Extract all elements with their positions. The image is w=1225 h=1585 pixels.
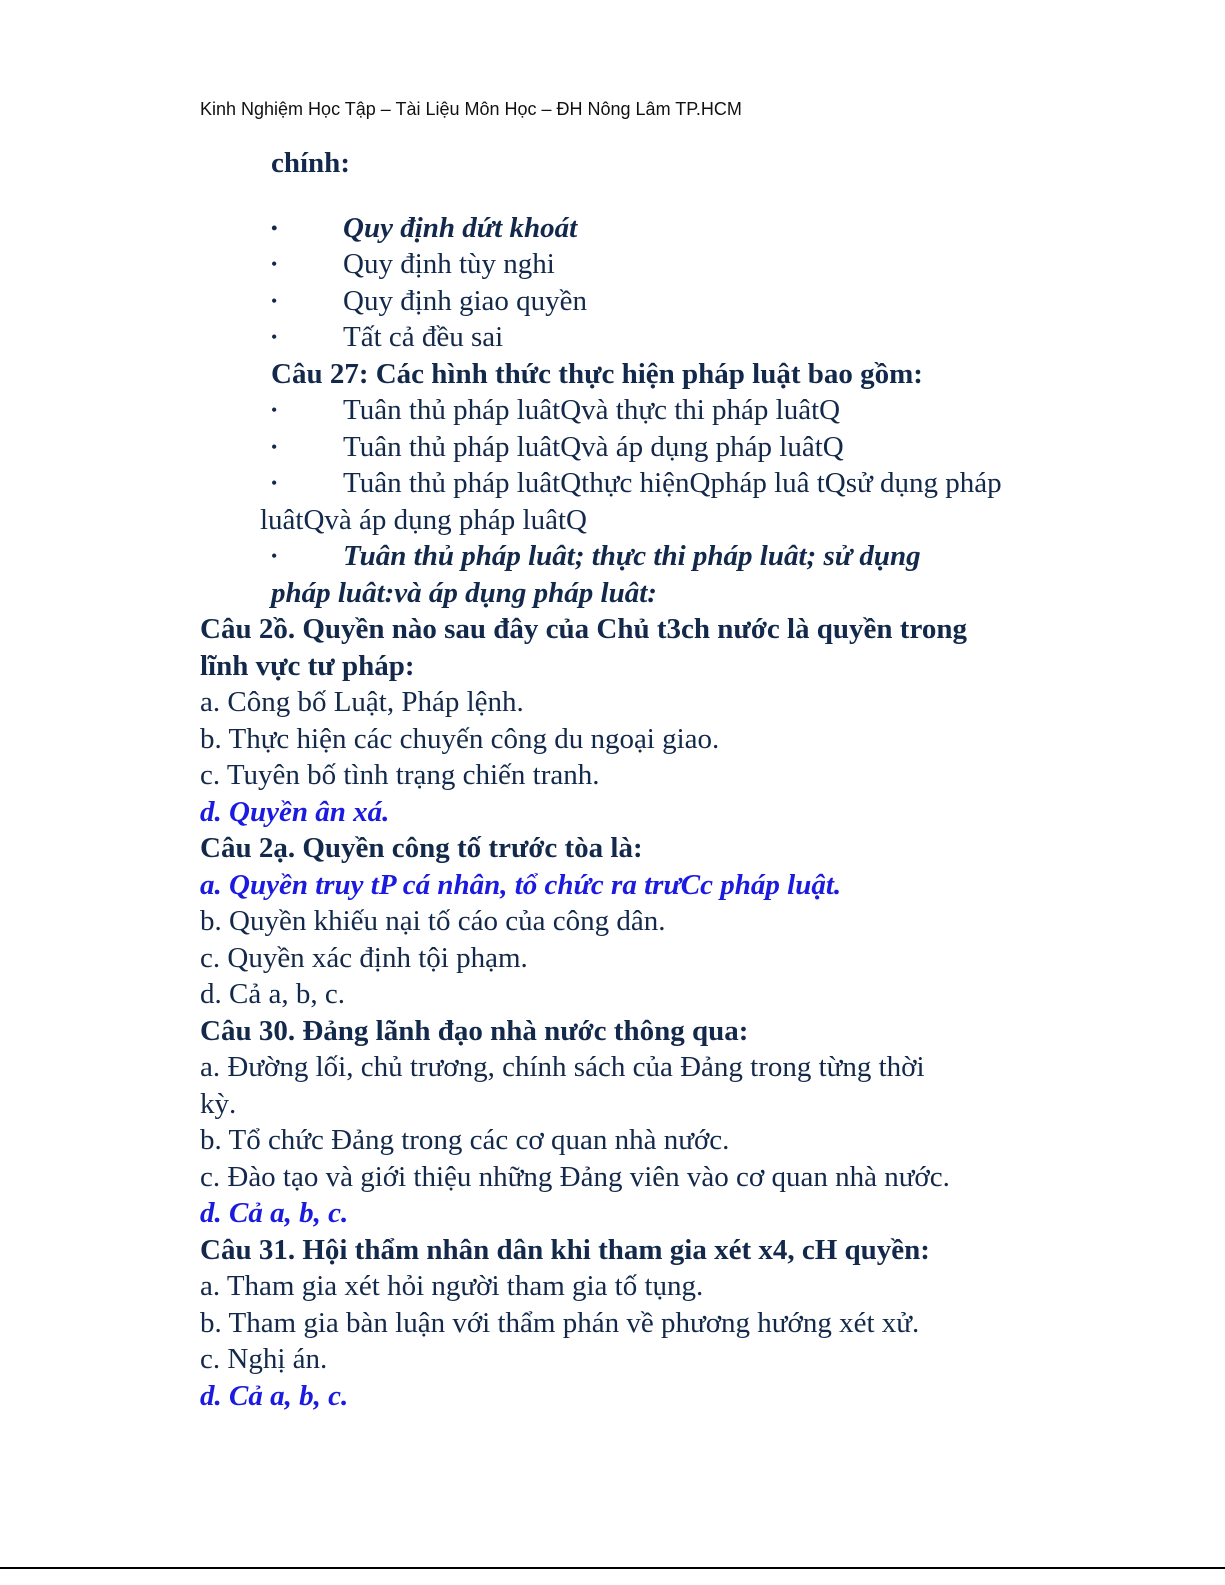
q27-option-3: • Tuân thủ pháp luâtQthực hiệnQpháp luâ tQsử dụng pháp — [200, 465, 1100, 502]
document-body — [200, 145, 1100, 1414]
q29-option-a-answer: a. Quyền truy tP cá nhân, tổ chức ra trưCc pháp luật. — [200, 868, 842, 901]
q27-option-4-cont: pháp luât:và áp dụng pháp luât: — [271, 576, 657, 609]
q28-question-line1: Câu 2ồ. Quyền nào sau đây của Chủ t3ch nước là quyền trong — [200, 613, 967, 645]
q29-question: Câu 2ạ. Quyền công tố trước tòa là: — [200, 832, 643, 864]
q28-option-c: c. Tuyên bố tình trạng chiến tranh. — [200, 759, 600, 791]
bullet-icon: • — [271, 254, 278, 274]
q28-option-b: b. Thực hiện các chuyến công du ngoại giao. — [200, 722, 720, 755]
page-bottom-rule — [0, 1567, 1225, 1569]
q29-option-d: d. Cả a, b, c. — [200, 978, 345, 1010]
q30-question: Câu 30. Đảng lãnh đạo nhà nước thông qua: — [200, 1014, 749, 1047]
bullet-icon: • — [271, 400, 278, 420]
q27-option-3-cont: luâtQvà áp dụng pháp luâtQ — [260, 503, 587, 536]
q30-option-a-cont: kỳ. — [200, 1087, 237, 1120]
q31-option-b: b. Tham gia bàn luận với thẩm phán về phương hướng xét xử. — [200, 1306, 920, 1339]
q31-option-d-answer: d. Cả a, b, c. — [200, 1379, 349, 1412]
q26-option-4: • Tất cả đều sai — [200, 319, 1100, 356]
q28-option-d-answer: d. Quyền ân xá. — [200, 795, 390, 828]
q29-option-c: c. Quyền xác định tội phạm. — [200, 941, 528, 974]
bullet-icon: • — [271, 436, 278, 457]
q28-option-a: a. Công bố Luật, Pháp lệnh. — [200, 686, 524, 718]
q26-option-1: • Quy định dứt khoát — [200, 210, 1100, 247]
q31-option-a: a. Tham gia xét hỏi người tham gia tố tụng. — [200, 1270, 704, 1302]
q30-option-a: a. Đường lối, chủ trương, chính sách của Đảng trong từng thời — [200, 1051, 925, 1083]
q29-option-b: b. Quyền khiếu nại tố cáo của công dân. — [200, 905, 666, 937]
page-header: Kinh Nghiệm Học Tập – Tài Liệu Môn Học – ĐH Nông Lâm TP.HCM — [200, 99, 742, 119]
q26-option-3: • Quy định giao quyền — [200, 283, 1100, 320]
q30-option-c: c. Đào tạo và giới thiệu những Đảng viên vào cơ quan nhà nước. — [200, 1160, 950, 1193]
q26-tail: chính: — [271, 147, 350, 179]
q27-option-2: • Tuân thủ pháp luâtQvà áp dụng pháp luâtQ — [200, 429, 1100, 466]
q30-option-b: b. Tổ chức Đảng trong các cơ quan nhà nước. — [200, 1124, 730, 1156]
q27-question: Câu 27: Các hình thức thực hiện pháp luật bao gồm: — [271, 357, 923, 390]
q31-question: Câu 31. Hội thẩm nhân dân khi tham gia xét x4, cH quyền: — [200, 1233, 930, 1266]
bullet-icon: • — [271, 290, 278, 311]
q27-option-1: • Tuân thủ pháp luâtQvà thực thi pháp luâtQ — [200, 392, 1100, 429]
q30-option-d-answer: d. Cả a, b, c. — [200, 1197, 349, 1229]
bullet-icon: • — [271, 473, 278, 493]
q28-question-line2: lĩnh vực tư pháp: — [200, 649, 415, 682]
q31-option-c: c. Nghị án. — [200, 1343, 328, 1375]
q27-option-4: • Tuân thủ pháp luât; thực thi pháp luât; sử dụng — [200, 538, 1100, 575]
bullet-icon: • — [271, 327, 278, 347]
bullet-icon: • — [271, 217, 278, 238]
bullet-icon: • — [271, 546, 278, 566]
q26-option-2: • Quy định tùy nghi — [200, 246, 1100, 283]
